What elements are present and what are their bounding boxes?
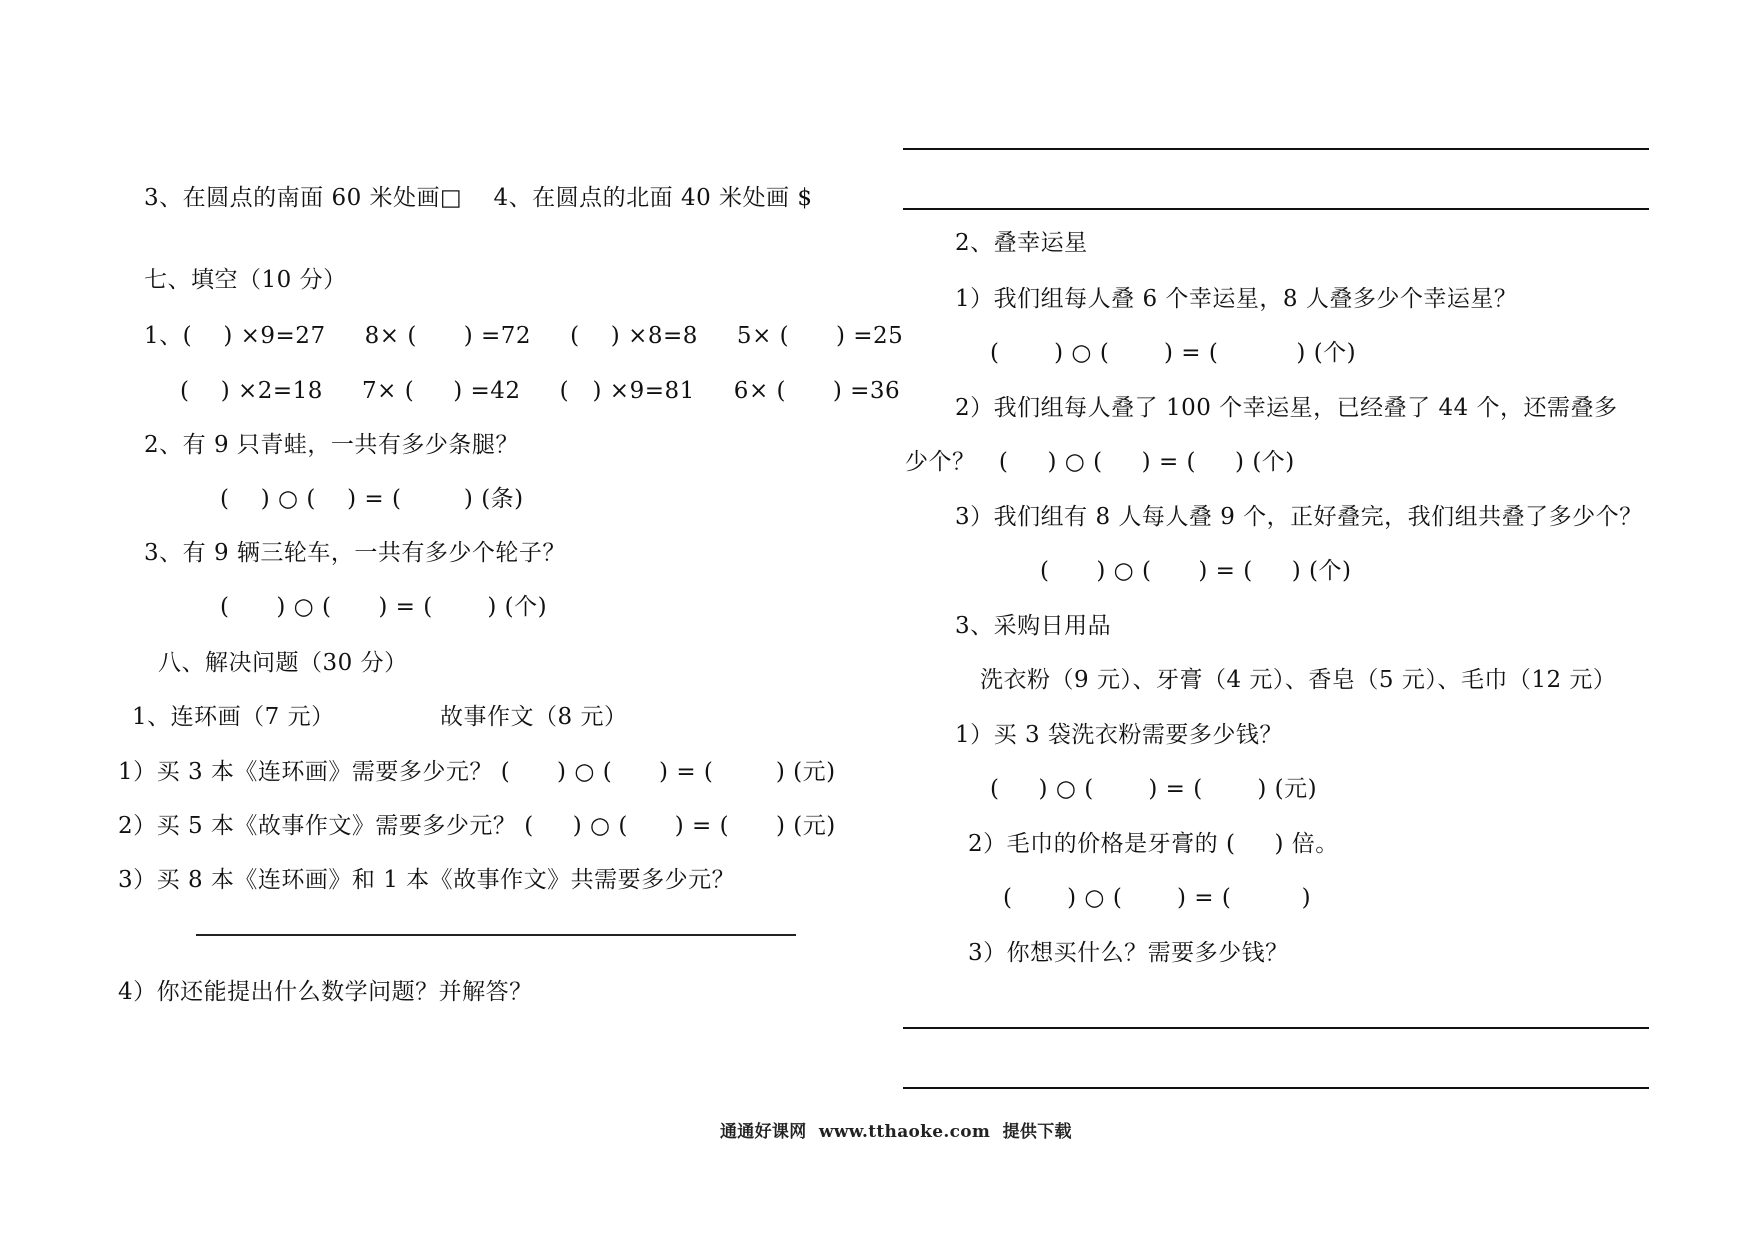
book-price-comic: 1、连环画（7 元）: [132, 704, 335, 730]
shopping-question-2: 2）毛巾的价格是牙膏的 ( ) 倍。: [968, 831, 1339, 857]
shopping-question-3: 3）你想买什么？需要多少钱？: [968, 940, 1289, 966]
section-7-heading: 七、填空（10 分）: [144, 267, 347, 293]
book-question-4: 4）你还能提出什么数学问题？并解答？: [118, 979, 533, 1005]
tricycle-question: 3、有 9 辆三轮车，一共有多少个轮子？: [144, 540, 566, 566]
lucky-star-question-3: 3）我们组有 8 人每人叠 9 个，正好叠完，我们组共叠了多少个？: [955, 504, 1643, 530]
lucky-star-answer-1: ( ) ○ ( ) = ( ) (个): [990, 340, 1357, 366]
lucky-star-question-2-cont: 少个？ ( ) ○ ( ) = ( ) (个): [905, 449, 1295, 475]
lucky-star-question-1: 1）我们组每人叠 6 个幸运星，8 人叠多少个幸运星？: [955, 286, 1518, 312]
shopping-prices: 洗衣粉（9 元）、牙膏（4 元）、香皂（5 元）、毛巾（12 元）: [980, 667, 1617, 693]
footer-source: 通通好课网 www.tthaoke.com 提供下载: [720, 1122, 1072, 1142]
answer-rule-bottom-1: [903, 1027, 1649, 1029]
lucky-star-heading: 2、叠幸运星: [955, 230, 1088, 256]
lucky-star-question-2: 2）我们组每人叠了 100 个幸运星，已经叠了 44 个，还需叠多: [955, 395, 1618, 421]
answer-line: [196, 934, 796, 936]
answer-rule-top-1: [903, 148, 1649, 150]
book-question-2: 2）买 5 本《故事作文》需要多少元？ ( ) ○ ( ) = ( ) (元): [118, 813, 836, 839]
book-question-3: 3）买 8 本《连环画》和 1 本《故事作文》共需要多少元？: [118, 867, 736, 893]
fill-blank-row-2: ( ) ×2=18 7× ( ) =42 ( ) ×9=81 6× ( ) =36: [180, 378, 901, 404]
shopping-heading: 3、采购日用品: [955, 613, 1112, 639]
book-price-story: 故事作文（8 元）: [440, 704, 628, 730]
fill-blank-row-1: 1、( ) ×9=27 8× ( ) =72 ( ) ×8=8 5× ( ) =25: [144, 323, 904, 349]
lucky-star-answer-3: ( ) ○ ( ) = ( ) (个): [1040, 558, 1352, 584]
shopping-answer-2: ( ) ○ ( ) = ( ): [1003, 885, 1312, 911]
section-8-heading: 八、解决问题（30 分）: [158, 650, 408, 676]
shopping-answer-1: ( ) ○ ( ) = ( ) (元): [990, 776, 1318, 802]
tricycle-answer-template: ( ) ○ ( ) = ( ) (个): [220, 594, 548, 620]
answer-rule-bottom-2: [903, 1087, 1649, 1089]
book-question-1: 1）买 3 本《连环画》需要多少元？ ( ) ○ ( ) = ( ) (元): [118, 759, 836, 785]
left-line-draw-directions: 3、在圆点的南面 60 米处画□ 4、在圆点的北面 40 米处画 $: [144, 185, 813, 211]
frog-answer-template: ( ) ○ ( ) = ( ) (条): [220, 486, 524, 512]
frog-question: 2、有 9 只青蛙，一共有多少条腿？: [144, 432, 519, 458]
shopping-question-1: 1）买 3 袋洗衣粉需要多少钱？: [955, 722, 1283, 748]
answer-rule-top-2: [903, 208, 1649, 210]
